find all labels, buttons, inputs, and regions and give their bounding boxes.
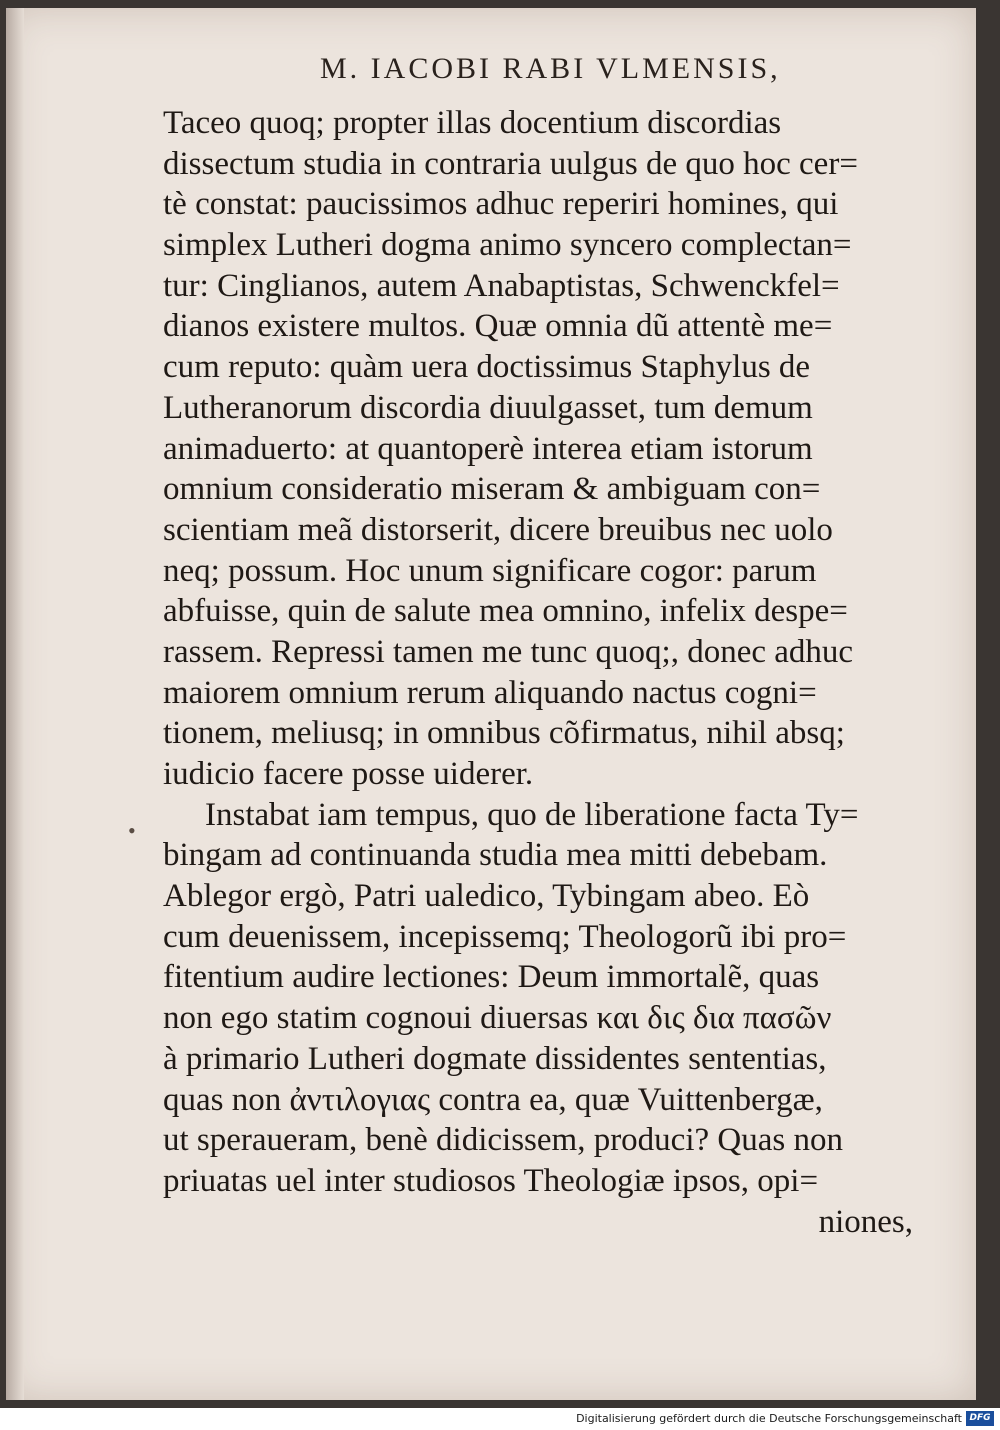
- text-line: fitentium audire lectiones: Deum immortalẽ, quas: [163, 959, 820, 996]
- text-line: rassem. Repressi tamen me tunc quoq;, donec adhuc: [163, 633, 854, 670]
- text-block: [163, 103, 943, 1242]
- text-line: iudicio facere posse uiderer.: [163, 756, 534, 792]
- text-line: Ablegor ergò, Patri ualedico, Tybingam abeo. Eò: [163, 878, 810, 915]
- catchword-line: niones,: [818, 1203, 913, 1240]
- text-line: priuatas uel inter studiosos Theologiæ ipsos, opi=: [163, 1162, 819, 1199]
- text-line: cum reputo: quàm uera doctissimus Staphylus de: [163, 349, 811, 386]
- text-line: Taceo quoq; propter illas docentium discordias: [163, 105, 782, 141]
- text-line: bingam ad continuanda studia mea mitti debebam.: [163, 837, 828, 874]
- text-line: simplex Lutheri dogma animo syncero complectan=: [163, 227, 852, 264]
- text-line: non ego statim cognoui diuersas και δις δια πασῶν: [163, 1000, 832, 1037]
- text-line: tionem, meliusq; in omnibus cõfirmatus, nihil absq;: [163, 715, 845, 752]
- text-line: omnium consideratio miseram & ambiguam con=: [163, 471, 821, 508]
- text-line: abfuisse, quin de salute mea omnino, infelix despe=: [163, 593, 848, 630]
- text-line: maiorem omnium rerum aliquando nactus cogni=: [163, 674, 817, 711]
- footer-bar: [0, 1408, 1000, 1430]
- text-line: cum deuenissem, incepissemq; Theologorũ ibi pro=: [163, 918, 847, 955]
- funding-credit[interactable]: Digitalisierung gefördert durch die Deutsche Forschungsgemeinschaft: [576, 1412, 962, 1425]
- text-line: dianos existere multos. Quæ omnia dũ attentè me=: [163, 308, 833, 345]
- text-line: animaduerto: at quantoperè interea etiam istorum: [163, 430, 813, 467]
- running-head: M. IACOBI RABI VLMENSIS,: [320, 52, 781, 85]
- text-line: scientiam meã distorserit, dicere breuibus nec uolo: [163, 511, 833, 548]
- dfg-logo-icon[interactable]: DFG: [966, 1411, 994, 1426]
- text-line: ut speraueram, benè didicissem, produci? Quas non: [163, 1122, 843, 1159]
- text-line: Lutheranorum discordia diuulgasset, tum demum: [163, 389, 813, 426]
- text-line: quas non ἀντιλογιας contra ea, quæ Vuittenbergæ,: [163, 1081, 823, 1118]
- text-line: à primario Lutheri dogmate dissidentes sententias,: [163, 1040, 827, 1077]
- text-line: tur: Cinglianos, autem Anabaptistas, Schwenckfel=: [163, 267, 840, 304]
- text-line: dissectum studia in contraria uulgus de quo hoc cer=: [163, 145, 858, 182]
- paragraph-start-line: Instabat iam tempus, quo de liberatione facta Ty=: [205, 796, 859, 833]
- margin-mark: •: [128, 818, 136, 843]
- text-line: tè constat: paucissimos adhuc reperiri homines, qui: [163, 186, 839, 223]
- page-gutter: [6, 8, 24, 1400]
- text-line: neq; possum. Hoc unum significare cogor: parum: [163, 552, 817, 589]
